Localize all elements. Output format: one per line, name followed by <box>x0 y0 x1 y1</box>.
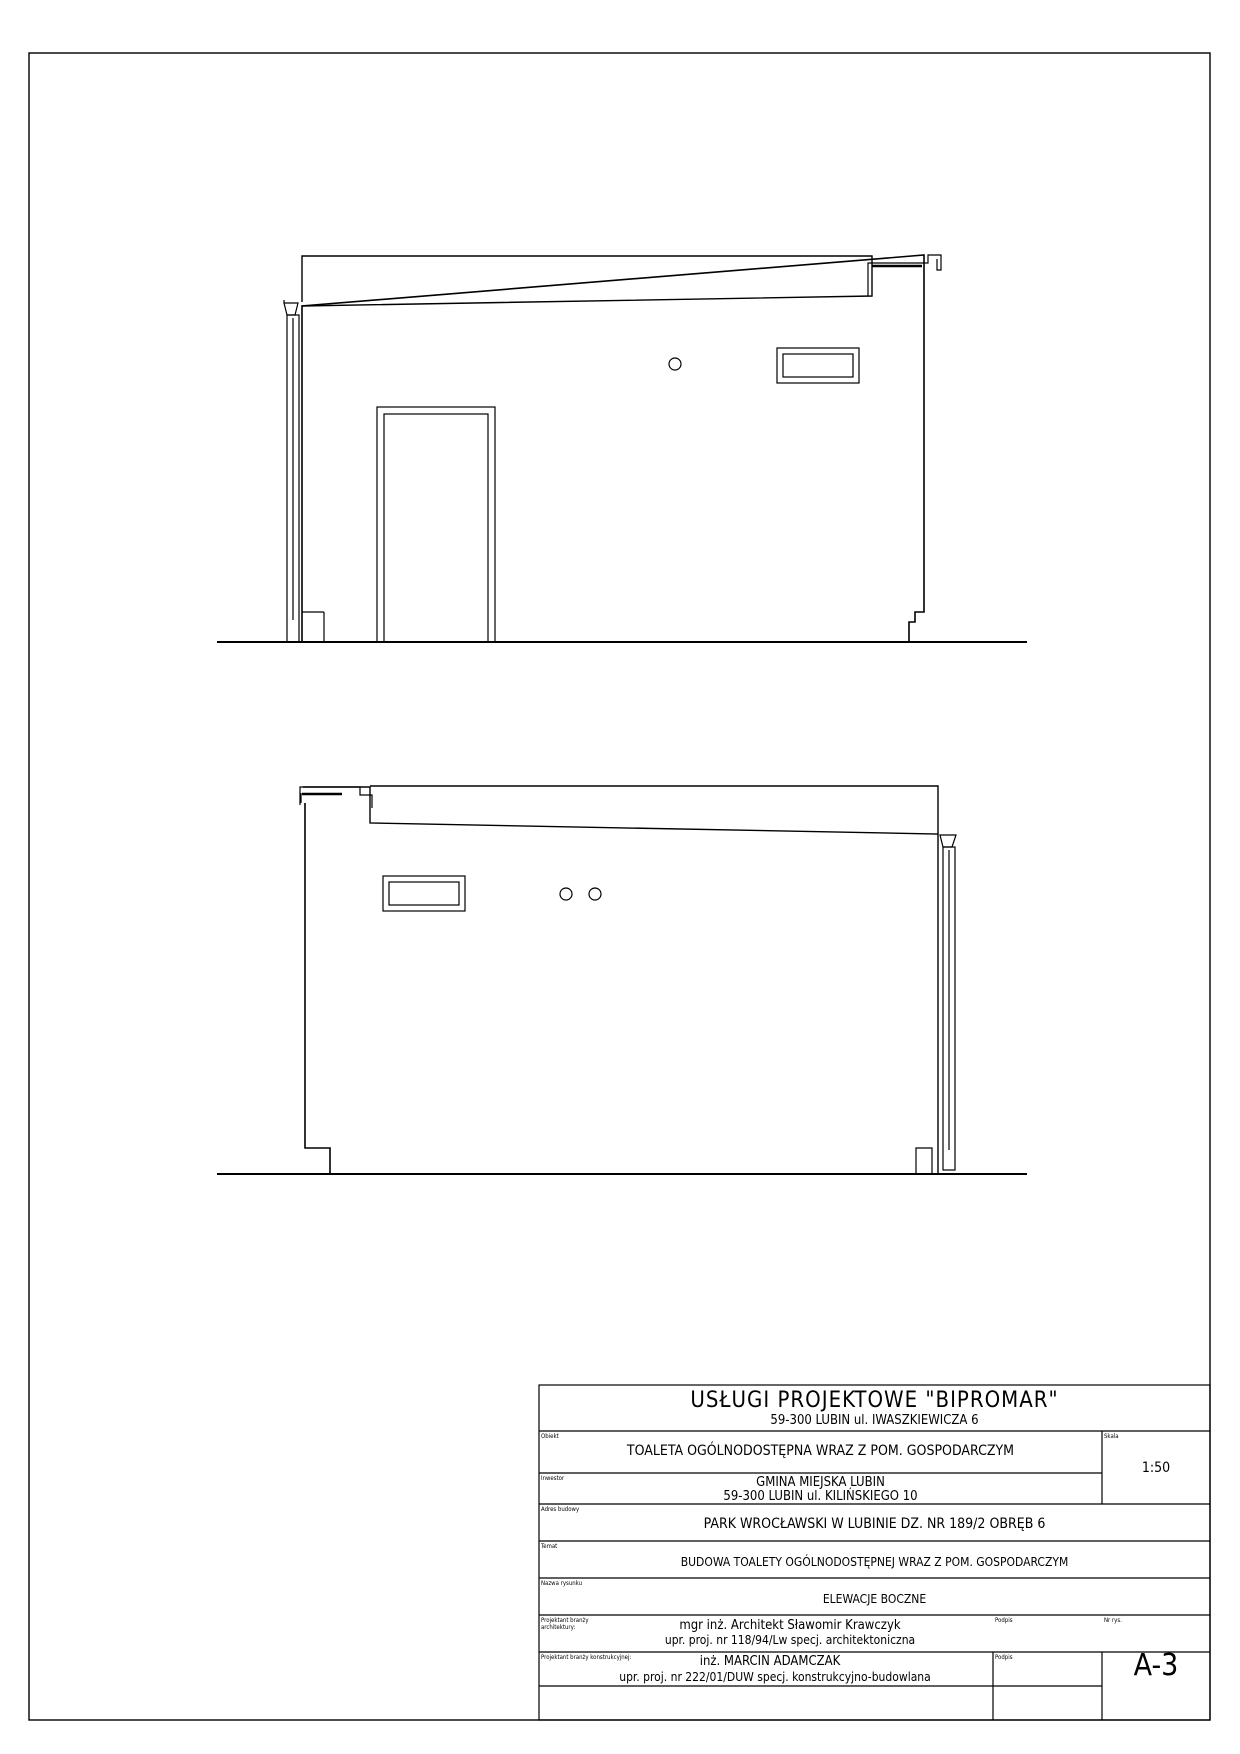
investor-line1: GMINA MIEJSKA LUBIN <box>756 1475 885 1490</box>
wall-outline-1 <box>302 255 924 642</box>
window-2 <box>383 876 465 911</box>
scale-label: Skala <box>1104 1433 1119 1440</box>
site-label: Adres budowy <box>541 1506 580 1513</box>
drawing-number: A-3 <box>1133 1648 1179 1683</box>
vent-2b <box>589 888 601 900</box>
object-name: TOALETA OGÓLNODOSTĘPNA WRAZ Z POM. GOSPODARCZYM <box>626 1443 1015 1459</box>
architect-line2: upr. proj. nr 118/94/Lw specj. architektoniczna <box>664 1633 916 1647</box>
drawing-number-label: Nr rys. <box>1104 1617 1122 1624</box>
structural-line1: inż. MARCIN ADAMCZAK <box>699 1654 841 1669</box>
parapet-2 <box>370 786 938 834</box>
structural-line2: upr. proj. nr 222/01/DUW specj. konstrukcyjno-budowlana <box>619 1670 931 1684</box>
architect-label: Projektant branży architektury: <box>541 1617 589 1631</box>
vent-1 <box>669 358 681 370</box>
door-1 <box>377 407 495 642</box>
downpipe-1 <box>284 300 299 642</box>
scale-value: 1:50 <box>1141 1460 1171 1476</box>
signature-label-2: Podpis <box>995 1654 1013 1661</box>
object-label: Obiekt <box>541 1433 559 1440</box>
investor-line2: 59-300 LUBIN ul. KILIŃSKIEGO 10 <box>723 1489 918 1504</box>
site-address: PARK WROCŁAWSKI W LUBINIE DZ. NR 189/2 OBRĘB 6 <box>703 1516 1046 1532</box>
vent-2a <box>560 888 572 900</box>
investor-label: Inwestor <box>541 1475 565 1482</box>
drawing-name: ELEWACJE BOCZNE <box>822 1592 927 1606</box>
sheet-border <box>29 53 1210 1720</box>
side-elevation-2 <box>217 786 1027 1174</box>
topic: BUDOWA TOALETY OGÓLNODOSTĘPNEJ WRAZ Z POM. GOSPODARCZYM <box>680 1555 1069 1569</box>
signature-label-1: Podpis <box>995 1617 1013 1624</box>
window-1 <box>777 348 859 383</box>
drawing-name-label: Nazwa rysunku <box>541 1580 583 1587</box>
side-elevation-1 <box>217 255 1027 642</box>
company-name: USŁUGI PROJEKTOWE "BIPROMAR" <box>690 1388 1059 1413</box>
architect-line1: mgr inż. Architekt Sławomir Krawczyk <box>679 1618 901 1633</box>
structural-label: Projektant branży konstrukcyjnej: <box>541 1654 632 1661</box>
wall-outline-2 <box>305 803 330 1174</box>
topic-label: Temat <box>541 1543 558 1550</box>
downpipe-2 <box>940 835 956 1170</box>
company-address: 59-300 LUBIN ul. IWASZKIEWICZA 6 <box>770 1413 979 1428</box>
